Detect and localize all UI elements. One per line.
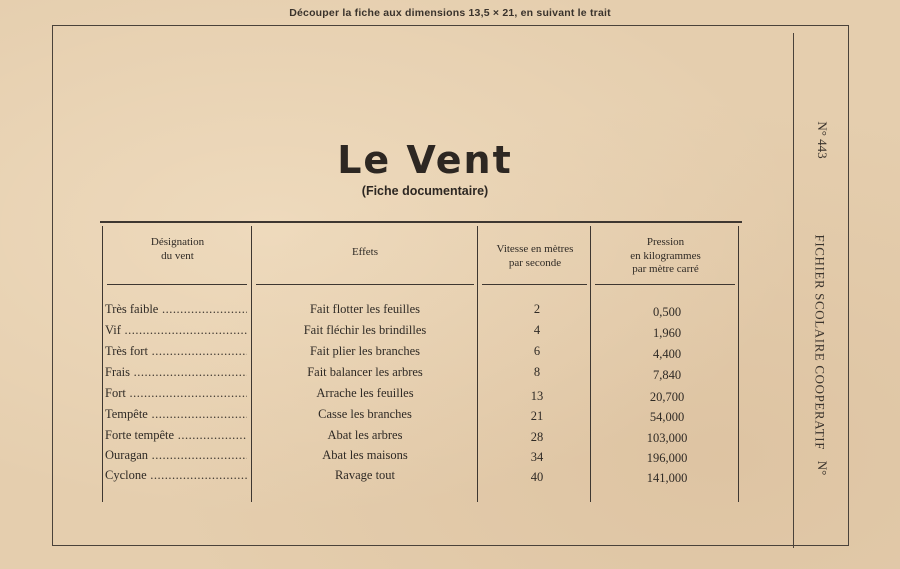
table-row (0, 365, 900, 385)
wind-pressure: 20,700 (649, 390, 685, 404)
header-line: Désignation (150, 236, 205, 248)
wind-name: Ouragan ..... (105, 448, 247, 463)
table-row (0, 323, 900, 343)
table-row (0, 448, 900, 468)
wind-speed: 40 (530, 470, 544, 484)
wind-speed: 34 (530, 450, 544, 464)
wind-effect: Fait flotter les feuilles (309, 302, 421, 316)
wind-name: Très faible ..... (105, 302, 247, 317)
collection-label: FICHIER SCOLAIRE COOPERATIF (812, 234, 828, 451)
wind-name: Vif ..... (105, 323, 247, 338)
wind-name: Fort ..... (105, 386, 247, 401)
card-number: N° 443 (815, 121, 830, 159)
header-rule-4 (595, 284, 735, 285)
wind-pressure: 103,000 (646, 431, 688, 445)
wind-speed: 21 (530, 409, 544, 423)
wind-speed: 13 (530, 389, 544, 403)
wind-name: Frais ..... (105, 365, 247, 380)
wind-effect: Arrache les feuilles (316, 386, 414, 400)
header-rule-3 (482, 284, 587, 285)
wind-pressure: 7,840 (652, 368, 682, 382)
table-row (0, 344, 900, 364)
page-subtitle: (Fiche documentaire) (361, 184, 489, 198)
wind-effect: Fait plier les branches (309, 344, 421, 358)
wind-pressure: 0,500 (652, 305, 682, 319)
table-row (0, 407, 900, 427)
wind-effect: Abat les arbres (327, 428, 403, 442)
wind-pressure: 4,400 (652, 347, 682, 361)
header-line: du vent (161, 249, 194, 262)
header-line: Vitesse en mètres (496, 243, 574, 255)
header-line: par mètre carré (632, 263, 699, 275)
header-vitesse (480, 243, 590, 270)
wind-speed: 28 (530, 430, 544, 444)
header-designation (105, 236, 250, 263)
wind-speed: 2 (533, 302, 541, 316)
wind-pressure: 54,000 (649, 410, 685, 424)
table-row (0, 428, 900, 448)
header-line: Pression (646, 236, 685, 248)
table-row (0, 386, 900, 406)
header-rule-2 (256, 284, 474, 285)
wind-name: Forte tempête ..... (105, 428, 247, 443)
wind-effect: Fait fléchir les brindilles (303, 323, 427, 337)
wind-pressure: 141,000 (646, 471, 688, 485)
wind-speed: 6 (533, 344, 541, 358)
header-effets (255, 246, 475, 260)
wind-effect: Casse les branches (318, 407, 412, 421)
wind-name: Cyclone ..... (105, 468, 247, 483)
wind-pressure: 1,960 (652, 326, 682, 340)
table-row (0, 468, 900, 488)
wind-effect: Abat les maisons (322, 448, 408, 462)
header-line: par seconde (508, 256, 562, 269)
wind-speed: 4 (533, 323, 541, 337)
cut-instruction: Découper la fiche aux dimensions 13,5 × 21, en suivant le trait (289, 7, 611, 19)
table-top-rule (100, 221, 742, 223)
wind-pressure: 196,000 (646, 451, 688, 465)
header-pression (593, 236, 738, 277)
header-line: en kilogrammes (630, 249, 701, 262)
header-line: Effets (351, 246, 379, 258)
wind-effect: Fait balancer les arbres (307, 365, 423, 379)
wind-effect: Ravage tout (334, 468, 396, 482)
header-rule-1 (107, 284, 247, 285)
wind-speed: 8 (533, 365, 541, 379)
table-row (0, 302, 900, 322)
page-title: Le Vent (337, 138, 513, 182)
card-number-bottom: N° (815, 460, 830, 476)
wind-name: Tempête ..... (105, 407, 247, 422)
wind-name: Très fort ..... (105, 344, 247, 359)
